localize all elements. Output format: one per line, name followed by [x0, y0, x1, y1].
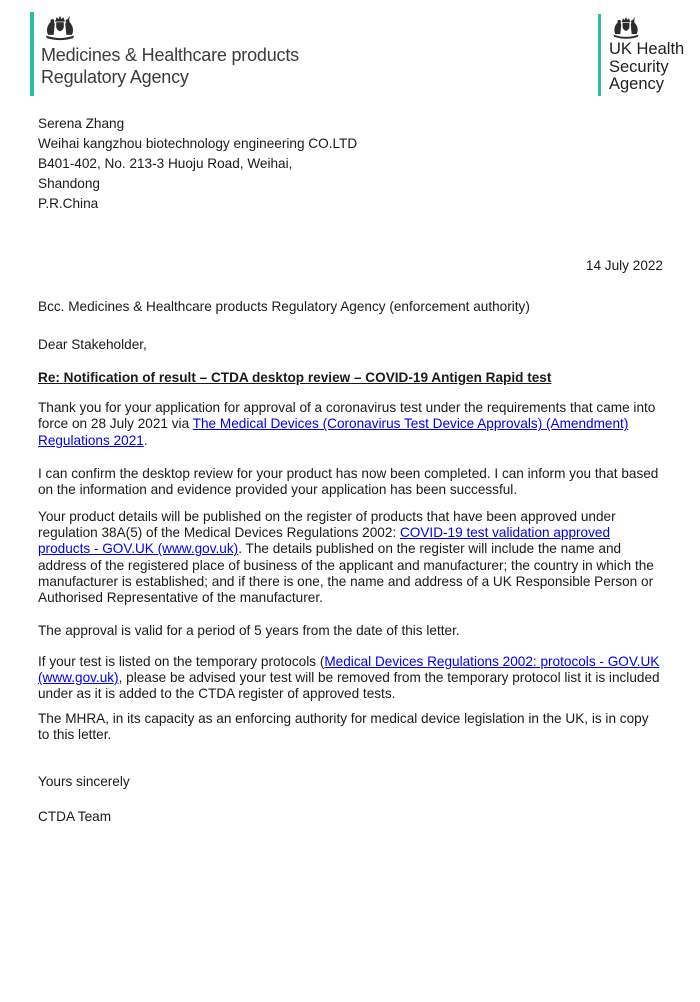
recipient-company: Weihai kangzhou biotechnology engineering CO.LTD [38, 136, 358, 151]
letter-paragraphs [38, 400, 663, 743]
mhra-logo [30, 12, 299, 96]
recipient-address [38, 114, 663, 214]
paragraph-confirm [38, 466, 663, 499]
mhra-logo-line1: Medicines & Healthcare products [41, 45, 299, 65]
link-ctda-amendment-regulations-2021[interactable]: The Medical Devices (Coronavirus Test Device Approvals) (Amendment) Regulations 2021 [38, 416, 629, 448]
bcc-line: Bcc. Medicines & Healthcare products Regulatory Agency (enforcement authority) [38, 299, 530, 315]
text-run: Thank you for your application for approval of a coronavirus test under the requirements that came into force on 28 July 2021 via [38, 400, 656, 432]
ukhsa-logo [598, 14, 684, 96]
paragraph-thanks [38, 400, 663, 449]
subject-line: Re: Notification of result – CTDA desktop review – COVID-19 Antigen Rapid test [38, 369, 552, 385]
mhra-logo-text [41, 44, 299, 88]
text-run: The MHRA, in its capacity as an enforcing authority for medical device legislation in the UK, is in copy to this letter. [38, 710, 649, 742]
mhra-accent-bar [30, 12, 34, 96]
recipient-street: B401-402, No. 213-3 Huoju Road, Weihai, [38, 156, 293, 171]
paragraph-mhra-copy [38, 711, 663, 744]
ukhsa-logo-line3: Agency [609, 75, 665, 93]
link-covid19-approved-products-register[interactable]: COVID-19 test validation approved products - GOV.UK (www.gov.uk) [38, 524, 611, 557]
text-run: , please be advised your test will be removed from the temporary protocol list it is included under as it is added to the CTDA register of approved tests. [38, 670, 660, 702]
text-run: Your product details will be published on the register of products that have been approved under regulation 38A(5) of the Medical Devices Regulations 2002: [38, 508, 616, 540]
ukhsa-logo-line1: UK Health [609, 40, 685, 58]
valediction: Yours sincerely [38, 774, 130, 790]
ukhsa-logo-line2: Security [609, 57, 669, 76]
mhra-logo-line2: Regulatory Agency [41, 67, 189, 87]
letter-date: 14 July 2022 [585, 258, 663, 273]
paragraph-register [38, 509, 663, 607]
ukhsa-accent-bar [598, 14, 601, 96]
text-run: If your test is listed on the temporary protocols ( [38, 653, 325, 669]
recipient-name: Serena Zhang [38, 116, 125, 131]
text-run: I can confirm the desktop review for your product has now been completed. I can inform you that based on the information and evidence provided your application has been successful. [38, 466, 659, 498]
royal-crest-icon [41, 12, 79, 42]
letter-body [38, 114, 663, 825]
text-run: . The details published on the register will include the name and address of the registered place of business of the applicant and manufacturer; the country in which the manufacturer is established; and if there is one, the name and address of a UK Responsible Person or Authorised Representative of the manufacturer. [38, 541, 654, 606]
signature: CTDA Team [38, 808, 112, 824]
recipient-region: Shandong [38, 176, 100, 191]
recipient-country: P.R.China [38, 196, 99, 211]
ukhsa-logo-text [609, 41, 684, 94]
link-temporary-protocols[interactable]: Medical Devices Regulations 2002: protocols - GOV.UK (www.gov.uk) [38, 653, 660, 686]
salutation: Dear Stakeholder, [38, 336, 147, 352]
text-run: . [143, 432, 148, 448]
text-run: The approval is valid for a period of 5 years from the date of this letter. [38, 623, 460, 639]
royal-crest-icon [609, 14, 643, 40]
paragraph-protocols [38, 654, 663, 703]
paragraph-validity [38, 623, 663, 639]
